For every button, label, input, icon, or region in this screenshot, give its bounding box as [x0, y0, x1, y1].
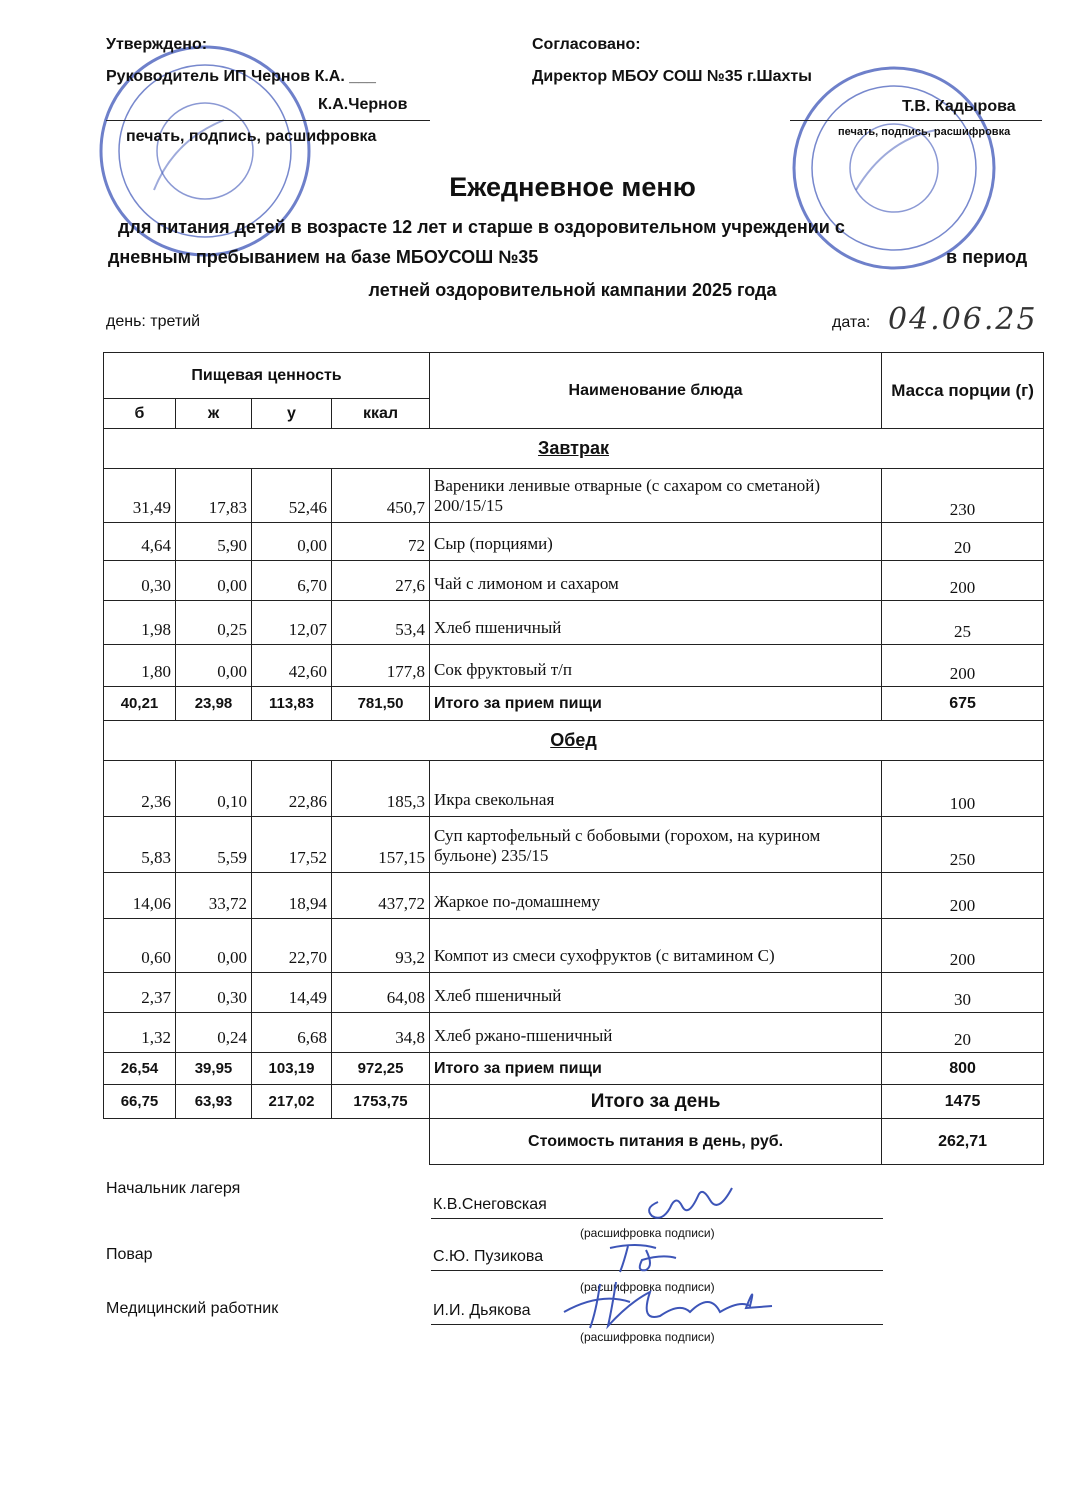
signature-hint: (расшифровка подписи): [580, 1226, 715, 1240]
dish-cell: Хлеб пшеничный: [430, 973, 882, 1013]
kcal-cell: 93,2: [332, 919, 430, 973]
approval-position: Руководитель ИП Чернов К.А. ___: [106, 68, 376, 85]
signature-hint: (расшифровка подписи): [580, 1280, 715, 1294]
table-row: [104, 761, 1044, 817]
table-row: [104, 469, 1044, 523]
agreement-note: печать, подпись, расшифровка: [838, 126, 1011, 138]
fat-cell: 33,72: [176, 873, 252, 919]
protein-day-total: 66,75: [104, 1085, 176, 1119]
protein-cell: 0,30: [104, 561, 176, 601]
carbs-cell: 52,46: [252, 469, 332, 523]
subtitle-line-2-end: в период: [946, 247, 1028, 267]
section-lunch: Обед: [104, 721, 1044, 761]
fat-total: 39,95: [176, 1053, 252, 1085]
kcal-cell: 177,8: [332, 645, 430, 687]
protein-cell: 1,80: [104, 645, 176, 687]
kcal-total: 781,50: [332, 687, 430, 721]
fat-total: 23,98: [176, 687, 252, 721]
mass-cell: 100: [882, 761, 1044, 817]
fat-cell: 0,10: [176, 761, 252, 817]
menu-table-wrap: [103, 352, 1043, 1165]
carbs-cell: 17,52: [252, 817, 332, 873]
cost-row-blank: [104, 1119, 430, 1165]
fat-cell: 5,90: [176, 523, 252, 561]
fat-cell: 5,59: [176, 817, 252, 873]
kcal-day-total: 1753,75: [332, 1085, 430, 1119]
table-row: [104, 561, 1044, 601]
agreement-rule: [790, 120, 1042, 121]
carbs-cell: 18,94: [252, 873, 332, 919]
subtitle-line-2: дневным пребыванием на базе МБОУСОШ №35: [108, 247, 539, 267]
approval-name: К.А.Чернов: [318, 96, 408, 113]
protein-cell: 2,36: [104, 761, 176, 817]
approval-title: Утверждено:: [106, 36, 208, 53]
table-row: [104, 1013, 1044, 1053]
approval-rule: [106, 120, 430, 121]
protein-cell: 4,64: [104, 523, 176, 561]
agreement-name: Т.В. Кадырова: [902, 98, 1016, 115]
mass-cell: 200: [882, 873, 1044, 919]
mass-total: 675: [882, 687, 1044, 721]
day-total-label: Итого за день: [430, 1085, 882, 1119]
cost-value: 262,71: [882, 1119, 1044, 1165]
mass-cell: 30: [882, 973, 1044, 1013]
mass-cell: 200: [882, 561, 1044, 601]
dish-header: Наименование блюда: [430, 353, 882, 429]
dish-cell: Икра свекольная: [430, 761, 882, 817]
protein-total: 26,54: [104, 1053, 176, 1085]
lunch-total-row: [104, 1053, 1044, 1085]
carbs-cell: 22,70: [252, 919, 332, 973]
day-label: день: третий: [106, 313, 201, 330]
kcal-cell: 450,7: [332, 469, 430, 523]
mass-total: 800: [882, 1053, 1044, 1085]
table-row: [104, 919, 1044, 973]
table-row: [104, 973, 1044, 1013]
mass-cell: 20: [882, 523, 1044, 561]
fat-cell: 0,30: [176, 973, 252, 1013]
signature-hint: (расшифровка подписи): [580, 1330, 715, 1344]
cost-row: [104, 1119, 1044, 1165]
kcal-cell: 185,3: [332, 761, 430, 817]
signature-name-medic: И.И. Дьякова: [433, 1302, 531, 1319]
dish-cell: Сыр (порциями): [430, 523, 882, 561]
protein-cell: 1,98: [104, 601, 176, 645]
col-kcal: ккал: [332, 399, 430, 429]
dish-cell: Хлеб ржано-пшеничный: [430, 1013, 882, 1053]
signature-role-cook: Повар: [106, 1246, 153, 1263]
mass-cell: 25: [882, 601, 1044, 645]
dish-cell: Суп картофельный с бобовыми (горохом, на курином бульоне) 235/15: [430, 817, 882, 873]
table-row: [104, 645, 1044, 687]
mass-cell: 230: [882, 469, 1044, 523]
mass-header: Масса порции (г): [882, 353, 1044, 429]
subtitle-line-3: летней оздоровительной кампании 2025 года: [368, 280, 777, 300]
dish-cell: Хлеб пшеничный: [430, 601, 882, 645]
carbs-cell: 0,00: [252, 523, 332, 561]
col-fat: ж: [176, 399, 252, 429]
col-carbs: у: [252, 399, 332, 429]
nutrition-header: Пищевая ценность: [104, 353, 430, 399]
mass-cell: 20: [882, 1013, 1044, 1053]
document-title: Ежедневное меню: [449, 172, 696, 202]
carbs-cell: 12,07: [252, 601, 332, 645]
table-row: [104, 523, 1044, 561]
carbs-cell: 14,49: [252, 973, 332, 1013]
handwritten-signature: [640, 1178, 740, 1222]
protein-cell: 31,49: [104, 469, 176, 523]
mass-cell: 200: [882, 645, 1044, 687]
fat-cell: 0,24: [176, 1013, 252, 1053]
fat-cell: 17,83: [176, 469, 252, 523]
table-row: [104, 873, 1044, 919]
date-value: 04.06.25: [888, 302, 1038, 337]
signature-name-cook: С.Ю. Пузикова: [433, 1248, 544, 1265]
signature-name-camp-head: К.В.Снеговская: [433, 1196, 547, 1213]
section-breakfast: Завтрак: [104, 429, 1044, 469]
breakfast-total-row: [104, 687, 1044, 721]
protein-total: 40,21: [104, 687, 176, 721]
table-row: [104, 601, 1044, 645]
kcal-cell: 64,08: [332, 973, 430, 1013]
fat-cell: 0,25: [176, 601, 252, 645]
meal-total-label: Итого за прием пищи: [430, 687, 882, 721]
mass-cell: 250: [882, 817, 1044, 873]
dish-cell: Компот из смеси сухофруктов (с витамином С): [430, 919, 882, 973]
dish-cell: Сок фруктовый т/п: [430, 645, 882, 687]
dish-cell: Жаркое по-домашнему: [430, 873, 882, 919]
agreement-position: Директор МБОУ СОШ №35 г.Шахты: [532, 68, 812, 85]
table-row: [104, 817, 1044, 873]
protein-cell: 5,83: [104, 817, 176, 873]
cost-label: Стоимость питания в день, руб.: [430, 1119, 882, 1165]
col-protein: б: [104, 399, 176, 429]
subtitle-line-1: для питания детей в возрасте 12 лет и старше в оздоровительном учреждении с: [118, 217, 845, 237]
kcal-cell: 53,4: [332, 601, 430, 645]
mass-day-total: 1475: [882, 1085, 1044, 1119]
mass-cell: 200: [882, 919, 1044, 973]
day-total-row: [104, 1085, 1044, 1119]
carbs-day-total: 217,02: [252, 1085, 332, 1119]
approval-note: печать, подпись, расшифровка: [126, 128, 377, 145]
carbs-cell: 22,86: [252, 761, 332, 817]
kcal-cell: 27,6: [332, 561, 430, 601]
round-stamp-right: [786, 60, 1002, 276]
agreement-title: Согласовано:: [532, 36, 641, 53]
fat-cell: 0,00: [176, 919, 252, 973]
protein-cell: 14,06: [104, 873, 176, 919]
dish-cell: Чай с лимоном и сахаром: [430, 561, 882, 601]
carbs-total: 103,19: [252, 1053, 332, 1085]
signature-role-medic: Медицинский работник: [106, 1300, 279, 1317]
carbs-cell: 6,68: [252, 1013, 332, 1053]
meal-total-label: Итого за прием пищи: [430, 1053, 882, 1085]
kcal-cell: 34,8: [332, 1013, 430, 1053]
carbs-total: 113,83: [252, 687, 332, 721]
carbs-cell: 6,70: [252, 561, 332, 601]
kcal-cell: 72: [332, 523, 430, 561]
date-label: дата:: [832, 314, 871, 331]
kcal-cell: 437,72: [332, 873, 430, 919]
carbs-cell: 42,60: [252, 645, 332, 687]
menu-table: [103, 352, 1044, 1165]
handwritten-signature: [560, 1272, 780, 1336]
signature-role-camp-head: Начальник лагеря: [106, 1180, 241, 1197]
dish-cell: Вареники ленивые отварные (с сахаром со сметаной) 200/15/15: [430, 469, 882, 523]
handwritten-signature: [606, 1236, 686, 1276]
protein-cell: 2,37: [104, 973, 176, 1013]
fat-day-total: 63,93: [176, 1085, 252, 1119]
fat-cell: 0,00: [176, 645, 252, 687]
protein-cell: 0,60: [104, 919, 176, 973]
protein-cell: 1,32: [104, 1013, 176, 1053]
kcal-total: 972,25: [332, 1053, 430, 1085]
fat-cell: 0,00: [176, 561, 252, 601]
kcal-cell: 157,15: [332, 817, 430, 873]
